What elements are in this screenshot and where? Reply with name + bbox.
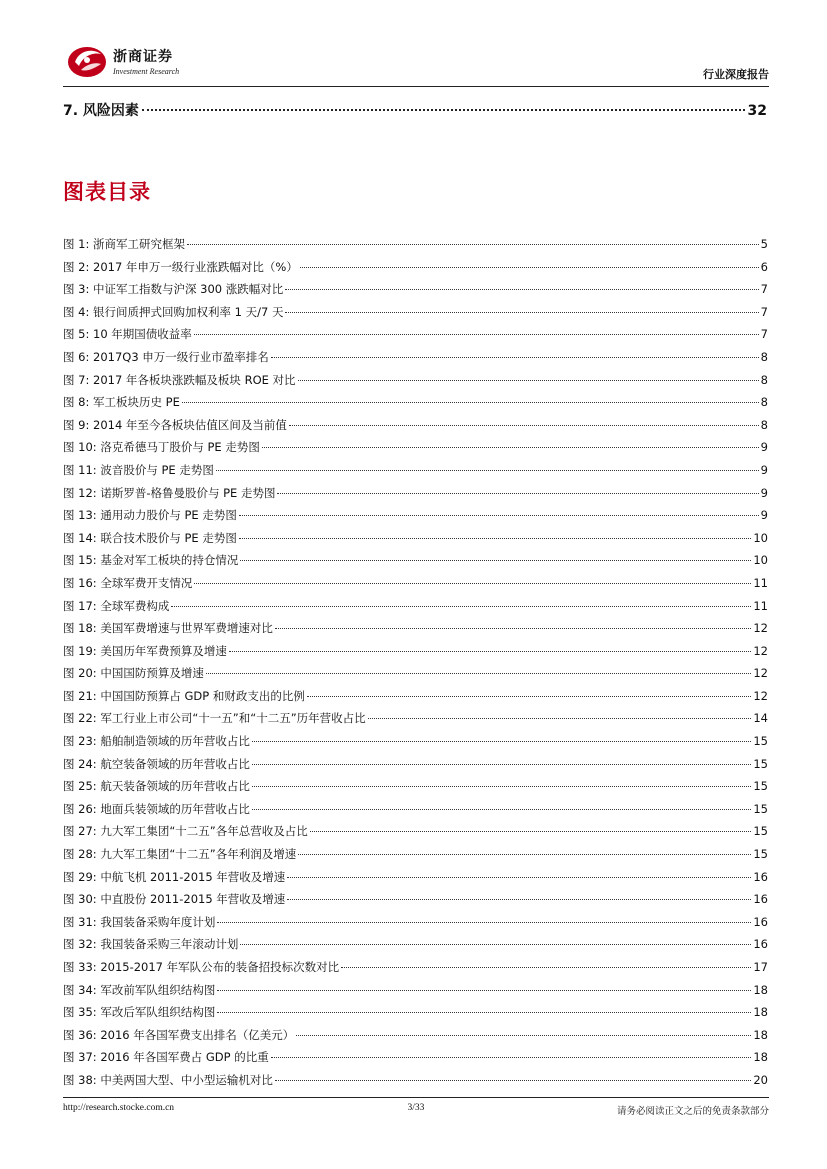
figure-label: 图 20: 中国国防预算及增速 <box>63 666 204 681</box>
figure-page: 8 <box>760 395 768 410</box>
figure-label: 图 19: 美国历年军费预算及增速 <box>63 643 227 658</box>
figure-list-item[interactable] <box>63 259 768 282</box>
figure-page: 8 <box>760 372 768 387</box>
figure-page: 16 <box>753 914 768 929</box>
dot-leader <box>271 1057 752 1058</box>
figure-page: 15 <box>753 779 768 794</box>
dot-leader <box>307 696 752 697</box>
figure-list-item[interactable] <box>63 643 768 666</box>
figure-page: 16 <box>753 937 768 952</box>
figure-list-item[interactable] <box>63 530 768 553</box>
figure-list-item[interactable] <box>63 417 768 440</box>
figure-page: 15 <box>753 847 768 862</box>
toc-entry-page: 32 <box>747 103 767 119</box>
figure-label: 图 4: 银行间质押式回购加权利率 1 天/7 天 <box>63 304 284 319</box>
figure-list-item[interactable] <box>63 372 768 395</box>
figure-page: 15 <box>753 756 768 771</box>
figure-list-item[interactable] <box>63 891 768 914</box>
footer-url[interactable]: http://research.stocke.com.cn <box>63 1103 175 1113</box>
figure-page: 20 <box>753 1072 768 1087</box>
figure-page: 15 <box>753 734 768 749</box>
figure-list-item[interactable] <box>63 1027 768 1050</box>
figure-label: 图 3: 中证军工指数与沪深 300 涨跌幅对比 <box>63 282 284 297</box>
dot-leader <box>275 1080 752 1081</box>
figure-page: 8 <box>760 349 768 364</box>
dot-leader <box>341 967 751 968</box>
figure-label: 图 17: 全球军费构成 <box>63 598 170 613</box>
footer-page-number: 3/33 <box>407 1103 425 1113</box>
figure-label: 图 37: 2016 年各国军费占 GDP 的比重 <box>63 1050 269 1065</box>
dot-leader <box>194 583 751 584</box>
figure-page: 12 <box>753 666 768 681</box>
figure-list-item[interactable] <box>63 959 768 982</box>
figure-label: 图 5: 10 年期国债收益率 <box>63 327 192 342</box>
figure-page: 18 <box>753 1005 768 1020</box>
dot-leader <box>271 357 759 358</box>
figure-page: 15 <box>753 801 768 816</box>
figure-label: 图 29: 中航飞机 2011-2015 年营收及增速 <box>63 869 286 884</box>
figure-list-item[interactable] <box>63 552 768 575</box>
figure-list-item[interactable] <box>63 349 768 372</box>
figure-page: 10 <box>753 553 768 568</box>
figure-label: 图 32: 我国装备采购三年滚动计划 <box>63 937 239 952</box>
figure-list-item[interactable] <box>63 914 768 937</box>
figure-page: 18 <box>753 1050 768 1065</box>
dot-leader <box>217 922 751 923</box>
figure-label: 图 1: 浙商军工研究框架 <box>63 237 186 251</box>
figure-page: 7 <box>760 282 768 297</box>
dot-leader <box>252 741 752 742</box>
figure-label: 图 15: 基金对军工板块的持仓情况 <box>63 553 239 568</box>
figure-label: 图 14: 联合技术股价与 PE 走势图 <box>63 530 237 545</box>
dot-leader <box>285 289 758 290</box>
figure-label: 图 23: 船舶制造领域的历年营收占比 <box>63 734 250 749</box>
figure-list-item[interactable] <box>63 236 768 259</box>
brand-logo-icon <box>65 40 109 80</box>
figure-label: 图 36: 2016 年各国军费支出排名（亿美元） <box>63 1027 295 1042</box>
figure-page: 6 <box>760 259 768 274</box>
figure-page: 11 <box>753 598 768 613</box>
figure-label: 图 7: 2017 年各板块涨跌幅及板块 ROE 对比 <box>63 372 296 387</box>
figure-list-item[interactable] <box>63 575 768 598</box>
dot-leader <box>287 899 751 900</box>
section-title: 图表目录 <box>63 180 151 204</box>
figure-list-item[interactable] <box>63 823 768 846</box>
figure-list-item[interactable] <box>63 665 768 688</box>
figure-page: 9 <box>760 508 768 523</box>
dot-leader <box>285 312 758 313</box>
figure-label: 图 24: 航空装备领域的历年营收占比 <box>63 756 250 771</box>
figure-list-item[interactable] <box>63 801 768 824</box>
dot-leader <box>262 447 759 448</box>
figure-page: 16 <box>753 869 768 884</box>
figure-list-item[interactable] <box>63 598 768 621</box>
figure-page: 16 <box>753 892 768 907</box>
figure-label: 图 38: 中美两国大型、中小型运输机对比 <box>63 1072 273 1087</box>
footer-divider <box>63 1097 769 1098</box>
dot-leader <box>187 244 759 245</box>
dot-leader <box>277 493 758 494</box>
dot-leader <box>240 944 751 945</box>
figure-list-item[interactable] <box>63 394 768 417</box>
dot-leader <box>298 380 759 381</box>
figure-page: 12 <box>753 688 768 703</box>
figure-list-item[interactable] <box>63 1049 768 1072</box>
figure-label: 图 33: 2015-2017 年军队公布的装备招投标次数对比 <box>63 960 340 974</box>
dot-leader <box>239 515 759 516</box>
dot-leader <box>252 764 752 765</box>
figure-label: 图 13: 通用动力股价与 PE 走势图 <box>63 508 237 523</box>
figure-label: 图 10: 洛克希德马丁股价与 PE 走势图 <box>63 440 260 455</box>
dot-leader <box>252 809 752 810</box>
figure-label: 图 21: 中国国防预算占 GDP 和财政支出的比例 <box>63 688 305 703</box>
figure-page: 12 <box>753 621 768 636</box>
figure-list-item[interactable] <box>63 982 768 1005</box>
figure-page: 11 <box>753 575 768 590</box>
figure-page: 7 <box>760 304 768 319</box>
figure-list-item[interactable] <box>63 710 768 733</box>
figure-page: 9 <box>760 462 768 477</box>
figure-list-item[interactable] <box>63 281 768 304</box>
brand-name-cn: 浙商证券 <box>113 49 173 65</box>
figure-list-item[interactable] <box>63 326 768 349</box>
figure-page: 17 <box>753 960 768 974</box>
figure-list-item[interactable] <box>63 1004 768 1027</box>
dot-leader <box>194 334 759 335</box>
figure-list-item[interactable] <box>63 778 768 801</box>
figure-label: 图 22: 军工行业上市公司“十一五”和“十二五”历年营收占比 <box>63 711 366 726</box>
dot-leader <box>229 651 752 652</box>
dot-leader <box>287 877 751 878</box>
dot-leader <box>289 425 759 426</box>
figure-label: 图 2: 2017 年申万一级行业涨跌幅对比（%） <box>63 259 298 274</box>
figure-label: 图 6: 2017Q3 申万一级行业市盈率排名 <box>63 349 269 364</box>
figure-list-item[interactable] <box>63 846 768 869</box>
dot-leader <box>252 786 752 787</box>
dot-leader <box>298 854 751 855</box>
figure-list-item[interactable] <box>63 507 768 530</box>
figure-list-item[interactable] <box>63 688 768 711</box>
figure-list-item[interactable] <box>63 1072 768 1095</box>
dot-leader <box>217 1012 751 1013</box>
figure-list-item[interactable] <box>63 869 768 892</box>
dot-leader <box>240 560 751 561</box>
document-type: 行业深度报告 <box>703 68 769 81</box>
figure-list-item[interactable] <box>63 936 768 959</box>
figure-list <box>63 236 768 1095</box>
dot-leader <box>239 538 752 539</box>
figure-page: 14 <box>753 711 768 726</box>
figure-label: 图 12: 诺斯罗普-格鲁曼股价与 PE 走势图 <box>63 485 276 500</box>
dot-leader <box>300 267 759 268</box>
dot-leader <box>296 1035 751 1036</box>
figure-page: 15 <box>753 824 768 839</box>
figure-list-item[interactable] <box>63 620 768 643</box>
figure-label: 图 25: 航天装备领域的历年营收占比 <box>63 779 250 794</box>
figure-list-item[interactable] <box>63 304 768 327</box>
figure-page: 8 <box>760 417 768 432</box>
figure-label: 图 35: 军改后军队组织结构图 <box>63 1005 216 1020</box>
figure-page: 7 <box>760 327 768 342</box>
toc-entry-label: 7. 风险因素 <box>63 103 139 119</box>
figure-label: 图 16: 全球军费开支情况 <box>63 575 193 590</box>
dot-leader <box>171 606 751 607</box>
figure-list-item[interactable] <box>63 733 768 756</box>
figure-list-item[interactable] <box>63 462 768 485</box>
dot-leader <box>368 718 752 719</box>
figure-label: 图 8: 军工板块历史 PE <box>63 395 180 410</box>
figure-page: 18 <box>753 982 768 997</box>
figure-label: 图 26: 地面兵装领域的历年营收占比 <box>63 801 250 816</box>
dot-leader <box>206 673 752 674</box>
figure-label: 图 9: 2014 年至今各板块估值区间及当前值 <box>63 417 287 432</box>
footer-disclaimer: 请务必阅读正文之后的免责条款部分 <box>616 1106 769 1117</box>
figure-label: 图 18: 美国军费增速与世界军费增速对比 <box>63 621 273 636</box>
page-header <box>63 40 769 88</box>
figure-list-item[interactable] <box>63 756 768 779</box>
figure-label: 图 28: 九大军工集团“十二五”各年利润及增速 <box>63 847 297 862</box>
figure-page: 18 <box>753 1027 768 1042</box>
figure-label: 图 27: 九大军工集团“十二五”各年总营收及占比 <box>63 824 308 839</box>
dot-leader <box>216 470 759 471</box>
header-divider <box>63 86 769 87</box>
figure-label: 图 31: 我国装备采购年度计划 <box>63 914 216 929</box>
dot-leader <box>182 402 759 403</box>
dot-leader <box>310 831 752 832</box>
figure-page: 10 <box>753 530 768 545</box>
figure-label: 图 34: 军改前军队组织结构图 <box>63 982 216 997</box>
figure-label: 图 30: 中直股份 2011-2015 年营收及增速 <box>63 892 286 907</box>
figure-page: 9 <box>760 485 768 500</box>
dot-leader <box>217 990 751 991</box>
dot-leader <box>142 109 745 111</box>
figure-list-item[interactable] <box>63 485 768 508</box>
figure-list-item[interactable] <box>63 439 768 462</box>
brand-name-en: Investment Research <box>113 67 180 76</box>
dot-leader <box>275 628 752 629</box>
figure-page: 5 <box>760 237 768 251</box>
figure-label: 图 11: 波音股价与 PE 走势图 <box>63 462 214 477</box>
figure-page: 9 <box>760 440 768 455</box>
toc-entry-risk-factors[interactable] <box>63 100 767 120</box>
figure-page: 12 <box>753 643 768 658</box>
